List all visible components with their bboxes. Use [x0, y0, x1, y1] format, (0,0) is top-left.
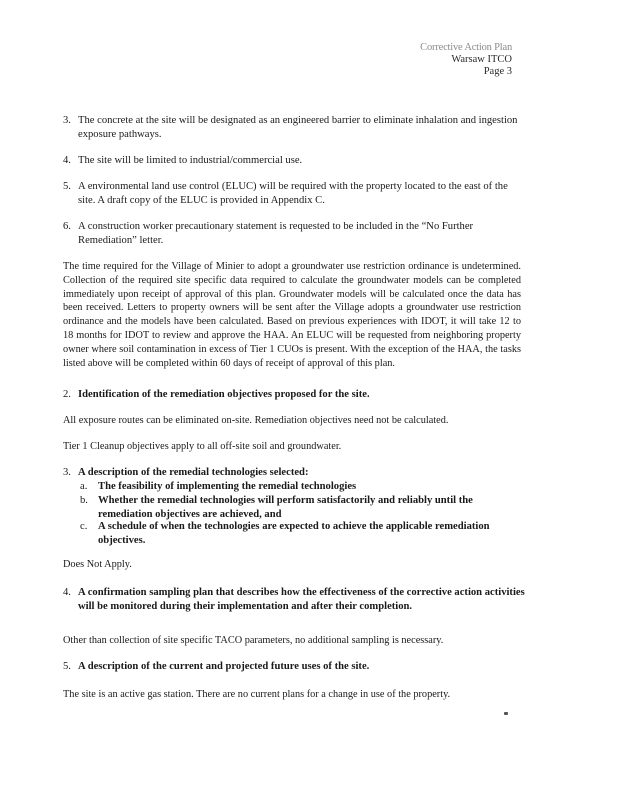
list-item: [63, 114, 523, 142]
sub-item-text: Whether the remedial technologies will perform satisfactorily and reliably until the remediation objectives are achieved, and: [98, 495, 473, 520]
section-2-paragraph: Tier 1 Cleanup objectives apply to all off-site soil and groundwater.: [63, 441, 342, 452]
sub-item-letter: b.: [80, 495, 88, 506]
section-number: 3.: [63, 467, 71, 478]
list-item-number: 6.: [63, 221, 71, 232]
sub-item: [80, 480, 525, 494]
list-item: [63, 180, 523, 208]
sub-item: [80, 494, 525, 522]
list-item: [63, 154, 523, 168]
section-heading-text: A description of the remedial technologies selected:: [78, 467, 309, 478]
section-heading-text: Identification of the remediation objectives proposed for the site.: [78, 389, 370, 400]
sub-item-text: The feasibility of implementing the remedial technologies: [98, 481, 357, 492]
list-item-number: 4.: [63, 155, 71, 166]
sub-item-text: A schedule of when the technologies are expected to achieve the applicable remediation objectives.: [98, 521, 490, 546]
list-item-number: 5.: [63, 181, 71, 192]
list-item-number: 3.: [63, 115, 71, 126]
list-item-text: A construction worker precautionary statement is requested to be included in the “No Further Remediation” letter.: [78, 221, 474, 246]
section-heading-text: A description of the current and projected future uses of the site.: [78, 661, 370, 672]
header-site-name: Warsaw ITCO: [451, 54, 512, 65]
sub-item-letter: c.: [80, 521, 88, 532]
list-item-text: The concrete at the site will be designated as an engineered barrier to eliminate inhalation and ingestion exposure pathways.: [78, 115, 518, 140]
section-3-heading: [63, 466, 525, 480]
section-3-response: Does Not Apply.: [63, 559, 132, 570]
scan-speck: [504, 712, 508, 715]
list-item-text: The site will be limited to industrial/commercial use.: [78, 155, 303, 166]
list-item-text: A environmental land use control (ELUC) will be required with the property located to the east of the site. A draft copy of the ELUC is provided in Appendix C.: [78, 181, 508, 206]
header-document-title: Corrective Action Plan: [420, 42, 512, 53]
section-number: 2.: [63, 389, 71, 400]
sub-item: [80, 520, 525, 548]
section-2-heading: [63, 388, 525, 402]
section-5-response: The site is an active gas station. There are no current plans for a change in use of the property.: [63, 689, 451, 700]
section-heading-text: A confirmation sampling plan that describes how the effectiveness of the corrective action activities will be monitored during their implementation and after their completion.: [78, 587, 525, 612]
section-5-heading: [63, 660, 525, 674]
timing-paragraph: The time required for the Village of Minier to adopt a groundwater use restriction ordinance is undetermined. Collection of the required site specific data required to calculate the groundwater models can be completed immediately upon receipt of approval of this plan. Groundwater models will be calculated once the data has been received. Letters to property owners will be sent after the Village adopts a groundwater use restriction ordinance and the models have been calculated. Based on previous experiences with IDOT, it will take 12 to 18 months for IDOT to review and approve the HAA. An ELUC will be requested from neighboring property owner where soil contamination in excess of Tier 1 CUOs is present. With the exception of the HAA, the tasks listed above will be completed within 60 days of receipt of approval of this plan.: [63, 261, 521, 369]
section-4-response: Other than collection of site specific TACO parameters, no additional sampling is necessary.: [63, 635, 444, 646]
list-item: [63, 220, 523, 248]
section-number: 5.: [63, 661, 71, 672]
section-2-paragraph: All exposure routes can be eliminated on-site. Remediation objectives need not be calculated.: [63, 415, 449, 426]
section-4-heading: [63, 586, 525, 614]
header-page-number: Page 3: [483, 66, 512, 77]
section-number: 4.: [63, 587, 71, 598]
sub-item-letter: a.: [80, 481, 88, 492]
